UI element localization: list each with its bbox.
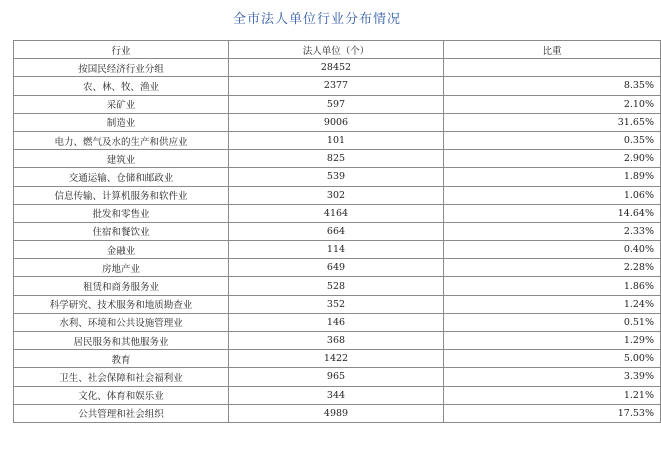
share-cell: 1.24% [444, 295, 661, 313]
share-cell: 2.33% [444, 222, 661, 240]
share-cell: 1.86% [444, 277, 661, 295]
industry-cell: 电力、燃气及水的生产和供应业 [14, 131, 229, 149]
header-industry: 行业 [14, 41, 229, 59]
industry-cell: 公共管理和社会组织 [14, 404, 229, 422]
table-header [14, 41, 661, 59]
share-cell: 2.90% [444, 150, 661, 168]
count-cell: 146 [229, 313, 444, 331]
industry-cell: 科学研究、技术服务和地质勘查业 [14, 295, 229, 313]
industry-cell: 制造业 [14, 113, 229, 131]
industry-cell: 建筑业 [14, 150, 229, 168]
industry-cell: 信息传输、计算机服务和软件业 [14, 186, 229, 204]
share-cell: 5.00% [444, 350, 661, 368]
table-row [14, 404, 661, 422]
count-cell: 649 [229, 259, 444, 277]
count-cell: 965 [229, 368, 444, 386]
count-cell: 528 [229, 277, 444, 295]
industry-cell: 水利、环境和公共设施管理业 [14, 313, 229, 331]
count-cell: 9006 [229, 113, 444, 131]
table-row [14, 95, 661, 113]
table-body [14, 59, 661, 423]
count-cell: 101 [229, 131, 444, 149]
industry-cell: 文化、体育和娱乐业 [14, 386, 229, 404]
table-row [14, 313, 661, 331]
share-cell: 2.10% [444, 95, 661, 113]
count-cell: 4989 [229, 404, 444, 422]
share-cell: 1.29% [444, 332, 661, 350]
share-cell: 14.64% [444, 204, 661, 222]
table-row [14, 59, 661, 77]
industry-cell: 租赁和商务服务业 [14, 277, 229, 295]
table-row [14, 131, 661, 149]
industry-cell: 居民服务和其他服务业 [14, 332, 229, 350]
share-cell: 8.35% [444, 77, 661, 95]
industry-cell: 卫生、社会保障和社会福利业 [14, 368, 229, 386]
page-title: 全市法人单位行业分布情况 [232, 12, 401, 27]
industry-cell: 按国民经济行业分组 [14, 59, 229, 77]
share-cell: 3.39% [444, 368, 661, 386]
share-cell: 31.65% [444, 113, 661, 131]
count-cell: 28452 [229, 59, 444, 77]
table-row [14, 241, 661, 259]
count-cell: 368 [229, 332, 444, 350]
share-cell: 1.89% [444, 168, 661, 186]
industry-distribution-table [13, 40, 661, 423]
header-row [14, 41, 661, 59]
share-cell: 1.06% [444, 186, 661, 204]
share-cell: 1.21% [444, 386, 661, 404]
industry-cell: 房地产业 [14, 259, 229, 277]
count-cell: 4164 [229, 204, 444, 222]
industry-cell: 住宿和餐饮业 [14, 222, 229, 240]
table-row [14, 277, 661, 295]
count-cell: 2377 [229, 77, 444, 95]
table-row [14, 204, 661, 222]
table-row [14, 259, 661, 277]
table-row [14, 222, 661, 240]
share-cell: 0.51% [444, 313, 661, 331]
share-cell: 17.53% [444, 404, 661, 422]
count-cell: 664 [229, 222, 444, 240]
count-cell: 1422 [229, 350, 444, 368]
industry-cell: 批发和零售业 [14, 204, 229, 222]
count-cell: 539 [229, 168, 444, 186]
table-row [14, 150, 661, 168]
share-cell: 0.35% [444, 131, 661, 149]
count-cell: 597 [229, 95, 444, 113]
industry-cell: 交通运输、仓储和邮政业 [14, 168, 229, 186]
table-row [14, 295, 661, 313]
table-row [14, 386, 661, 404]
share-cell: 0.40% [444, 241, 661, 259]
industry-cell: 金融业 [14, 241, 229, 259]
table-row [14, 332, 661, 350]
share-cell [444, 59, 661, 77]
count-cell: 302 [229, 186, 444, 204]
count-cell: 344 [229, 386, 444, 404]
table-row [14, 186, 661, 204]
count-cell: 825 [229, 150, 444, 168]
share-cell: 2.28% [444, 259, 661, 277]
header-share: 比重 [444, 41, 661, 59]
header-count: 法人单位（个） [229, 41, 444, 59]
industry-cell: 农、林、牧、渔业 [14, 77, 229, 95]
table-row [14, 77, 661, 95]
count-cell: 114 [229, 241, 444, 259]
industry-cell: 教育 [14, 350, 229, 368]
table-row [14, 168, 661, 186]
table-row [14, 113, 661, 131]
table-row [14, 350, 661, 368]
count-cell: 352 [229, 295, 444, 313]
table-row [14, 368, 661, 386]
industry-cell: 采矿业 [14, 95, 229, 113]
